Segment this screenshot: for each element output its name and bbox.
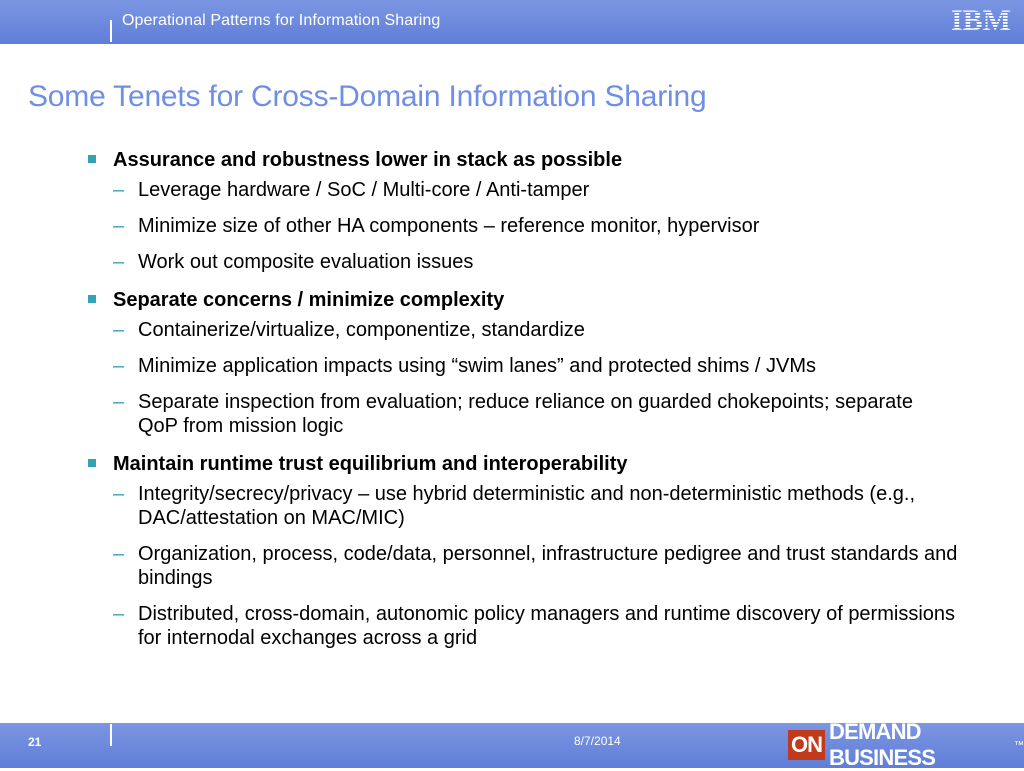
sub-bullet-item (88, 178, 958, 202)
bullet-list (88, 146, 958, 662)
footer-date: 8/7/2014 (574, 734, 621, 748)
demand-business-text: DEMAND BUSINESS (829, 719, 936, 770)
on-demand-business-logo (788, 719, 1024, 770)
bullet-text: Maintain runtime trust equilibrium and interoperability (113, 453, 628, 475)
sub-bullet-item (88, 602, 958, 650)
dash-icon: – (113, 251, 125, 273)
sub-bullet-item (88, 542, 958, 590)
sub-bullet-item (88, 390, 958, 438)
square-bullet-icon (88, 295, 96, 303)
sub-bullet-item (88, 250, 958, 274)
dash-icon: – (113, 319, 125, 341)
dash-icon: – (113, 391, 125, 413)
dash-icon: – (113, 543, 125, 565)
bullet-item (88, 146, 958, 174)
header-divider (110, 20, 112, 42)
slide-title: Some Tenets for Cross-Domain Information Sharing (28, 80, 707, 113)
ibm-logo-text: IBM (951, 4, 1011, 34)
square-bullet-icon (88, 459, 96, 467)
presentation-title: Operational Patterns for Information Sharing (122, 12, 441, 29)
ibm-logo-icon (946, 4, 1016, 34)
page-number: 21 (28, 735, 42, 749)
square-bullet-icon (88, 155, 96, 163)
dash-icon: – (113, 215, 125, 237)
bullet-section (88, 450, 958, 650)
sub-bullet-text: Distributed, cross-domain, autonomic policy managers and runtime discovery of permissions for internodal exchanges across a grid (138, 603, 956, 649)
dash-icon: – (113, 603, 125, 625)
sub-bullet-text: Separate inspection from evaluation; reduce reliance on guarded chokepoints; separate QoP from mission logic (138, 391, 913, 437)
bullet-section (88, 286, 958, 438)
footer-divider (110, 724, 112, 746)
bullet-item (88, 286, 958, 314)
bullet-text: Assurance and robustness lower in stack as possible (113, 149, 623, 171)
sub-bullet-text: Minimize application impacts using “swim lanes” and protected shims / JVMs (138, 355, 817, 377)
sub-bullet-text: Integrity/secrecy/privacy – use hybrid deterministic and non-deterministic methods (e.g., DAC/attestation on MAC/MIC) (138, 483, 916, 529)
on-logo-badge: ON (788, 730, 825, 760)
sub-bullet-item (88, 214, 958, 238)
trademark-symbol: ™ (1014, 739, 1024, 751)
bullet-item (88, 450, 958, 478)
sub-bullet-text: Leverage hardware / SoC / Multi-core / Anti-tamper (138, 179, 590, 201)
sub-bullet-text: Containerize/virtualize, componentize, standardize (138, 319, 585, 341)
dash-icon: – (113, 483, 125, 505)
dash-icon: – (113, 179, 125, 201)
dash-icon: – (113, 355, 125, 377)
sub-bullet-item (88, 482, 958, 530)
sub-bullet-item (88, 318, 958, 342)
sub-bullet-text: Organization, process, code/data, personnel, infrastructure pedigree and trust standards and bindings (138, 543, 958, 589)
sub-bullet-text: Minimize size of other HA components – reference monitor, hypervisor (138, 215, 760, 237)
sub-bullet-text: Work out composite evaluation issues (138, 251, 474, 273)
bullet-text: Separate concerns / minimize complexity (113, 289, 505, 311)
bullet-section (88, 146, 958, 274)
sub-bullet-item (88, 354, 958, 378)
